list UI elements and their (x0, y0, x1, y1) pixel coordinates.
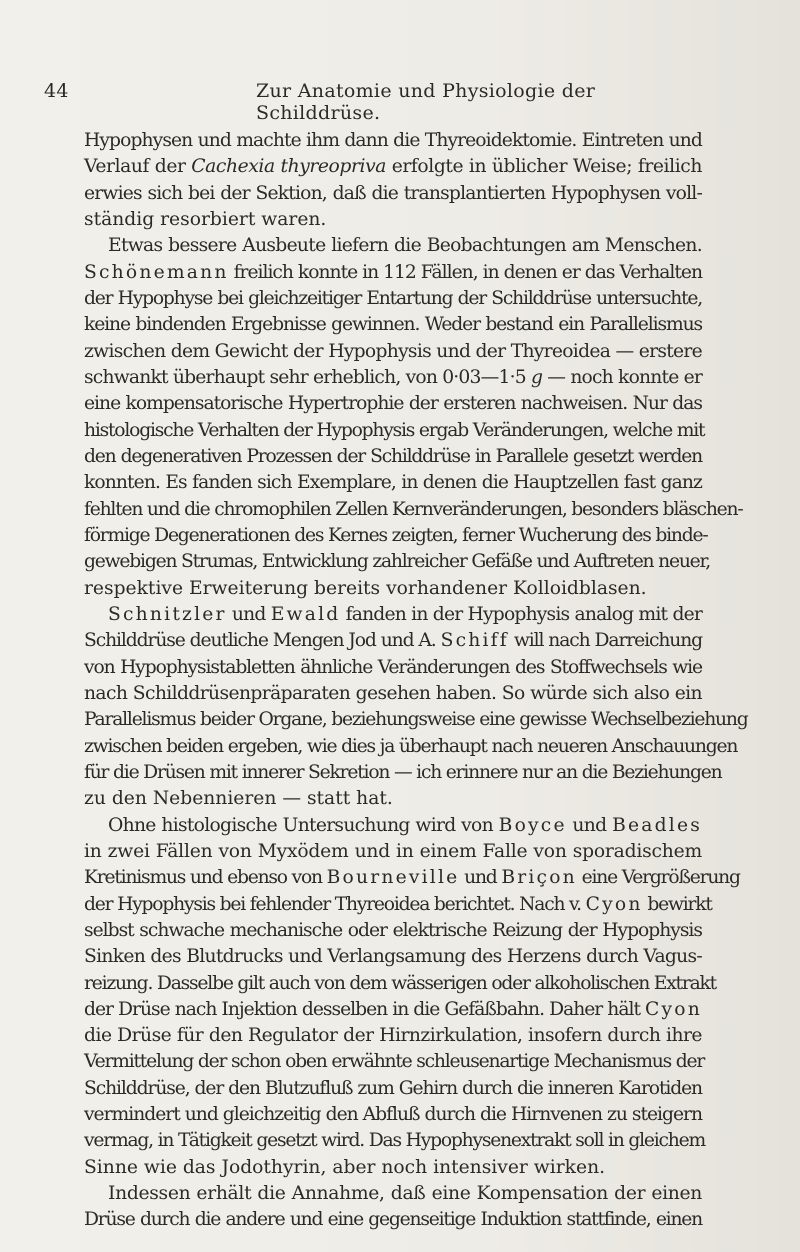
text-line: selbst schwache mechanische oder elektrische Reizung der Hypophysis (84, 919, 702, 941)
text-line: reizung. Dasselbe gilt auch von dem wässerigen oder alkoholischen Extrakt (84, 972, 716, 994)
text-line: die Drüse für den Regulator der Hirnzirkulation, insofern durch ihre (84, 1025, 702, 1047)
text-line: Indessen erhält die Annahme, daß eine Kompensation der einen (108, 1183, 702, 1205)
text-line: vermag, in Tätigkeit gesetzt wird. Das Hypophysenextrakt soll in gleichem (84, 1130, 706, 1152)
body-text (84, 128, 748, 1234)
text-line: Schilddrüse deutliche Mengen Jod und A. Schiff will nach Darreichung (84, 630, 702, 652)
text-line: Sinne wie das Jodothyrin, aber noch intensiver wirken. (84, 1156, 606, 1178)
text-line: der Hypophysis bei fehlender Thyreoidea berichtet. Nach v. Cyon bewirkt (84, 893, 712, 915)
text-line: Schönemann freilich konnte in 112 Fällen, in denen er das Verhalten (84, 261, 702, 283)
text-line: den degenerativen Prozessen der Schilddrüse in Parallele gesetzt werden (84, 445, 702, 467)
text-line: histologische Verhalten der Hypophysis ergab Veränderungen, welche mit (84, 419, 705, 441)
text-line: Hypophysen und machte ihm dann die Thyreoidektomie. Eintreten und (84, 130, 702, 151)
text-line: Schilddrüse, der den Blutzufluß zum Gehirn durch die inneren Karotiden (84, 1077, 702, 1099)
text-line: zwischen dem Gewicht der Hypophysis und der Thyreoidea — erstere (84, 340, 702, 362)
text-line: respektive Erweiterung bereits vorhandener Kolloidblasen. (84, 577, 647, 599)
text-line: zu den Nebennieren — statt hat. (84, 788, 393, 810)
page-header (44, 80, 684, 124)
text-line: für die Drüsen mit innerer Sekretion — ich erinnere nur an die Beziehungen (84, 761, 722, 783)
text-line: von Hypophysistabletten ähnliche Veränderungen des Stoffwechsels wie (84, 656, 702, 678)
text-line: Etwas bessere Ausbeute liefern die Beobachtungen am Menschen. (108, 235, 702, 257)
text-line: keine bindenden Ergebnisse gewinnen. Weder bestand ein Parallelismus (84, 314, 702, 336)
text-line: Ohne histologische Untersuchung wird von Boyce und Beadles (108, 814, 702, 836)
text-line: nach Schilddrüsenpräparaten gesehen haben. So würde sich also ein (84, 682, 702, 704)
running-title: Zur Anatomie und Physiologie der Schilddrüse. (256, 80, 596, 124)
text-line: Schnitzler und Ewald fanden in der Hypophysis analog mit der (108, 603, 702, 625)
text-line: der Hypophyse bei gleichzeitiger Entartung der Schilddrüse untersuchte, (84, 287, 702, 309)
text-line: Sinken des Blutdrucks und Verlangsamung des Herzens durch Vagus- (84, 946, 702, 968)
text-line: Parallelismus beider Organe, beziehungsweise eine gewisse Wechselbeziehung (84, 709, 748, 731)
text-line: ständig resorbiert waren. (84, 208, 327, 230)
text-line: zwischen beiden ergeben, wie dies ja überhaupt nach neueren Anschauungen (84, 735, 738, 757)
text-line: in zwei Fällen von Myxödem und in einem Falle von sporadischem (84, 840, 702, 862)
text-line: fehlten und die chromophilen Zellen Kernveränderungen, besonders bläschen- (84, 498, 743, 520)
text-line: eine kompensatorische Hypertrophie der ersteren nachweisen. Nur das (84, 393, 702, 415)
text-line: schwankt überhaupt sehr erheblich, von 0·03—1·5 g — noch konnte er (84, 366, 703, 388)
text-line: erwies sich bei der Sektion, daß die transplantierten Hypophysen voll- (84, 182, 702, 204)
text-line: Verlauf der Cachexia thyreopriva erfolgte in üblicher Weise; freilich (84, 156, 702, 178)
text-line: vermindert und gleichzeitig den Abfluß durch die Hirnvenen zu steigern (84, 1104, 702, 1126)
text-line: Drüse durch die andere und eine gegenseitige Induktion stattfinde, einen (84, 1209, 702, 1231)
text-line: Kretinismus und ebenso von Bourneville und Briçon eine Vergrößerung (84, 867, 740, 889)
text-line: Vermittelung der schon oben erwähnte schleusenartige Mechanismus der (84, 1051, 705, 1073)
text-line: der Drüse nach Injektion desselben in die Gefäßbahn. Daher hält Cyon (84, 998, 702, 1020)
text-line: gewebigen Strumas, Entwicklung zahlreicher Gefäße und Auftreten neuer, (84, 551, 710, 573)
page-number: 44 (44, 80, 69, 102)
text-line: förmige Degenerationen des Kernes zeigten, ferner Wucherung des binde- (84, 524, 708, 546)
text-line: konnten. Es fanden sich Exemplare, in denen die Hauptzellen fast ganz (84, 472, 702, 494)
